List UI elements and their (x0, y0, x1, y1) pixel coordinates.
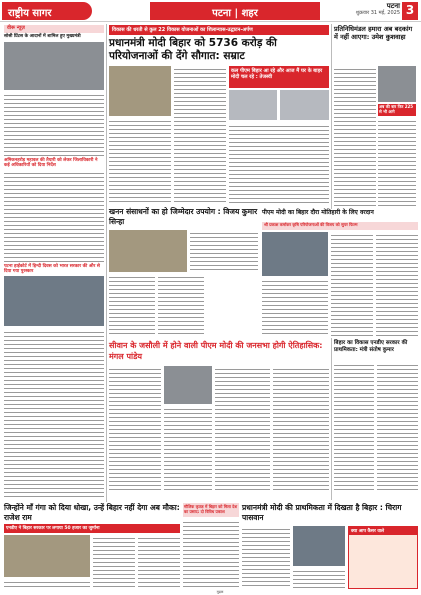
lead-sub-photo-1 (229, 90, 277, 120)
newspaper-logo: राष्ट्रीय सागर (2, 2, 92, 20)
modi-story-body-2 (376, 232, 418, 336)
left-story2-headline: अमिकनहरोड़ महावल की तैयारी को लेकर जिलाधिकारी ने कई अधिकारियों को दिया निर्देश (4, 158, 98, 168)
modi-story-headline: पीएम मोदी का बिहार दौरा मोतिहारी के लिए वरदान (262, 209, 374, 216)
lead-subhead: कल पीएम बिहार आ रहे और आज मैं घर के बाहर मोदी चल रहे : तेजस्वी (229, 66, 329, 88)
left-story3-photo (4, 276, 104, 326)
bottom-right-body-1 (242, 526, 290, 589)
top-right-photo (378, 66, 416, 102)
bottom-left-body-3 (4, 579, 90, 589)
bottom-left-body-2 (138, 535, 180, 589)
bottom-left-photo (4, 535, 90, 577)
modi-story-photo (262, 232, 328, 276)
left-story3-headline: पटना हाईकोर्ट में हिन्दी दिवस को भारत सरकार की और से दिया गया पुरस्कार (4, 264, 100, 274)
top-right-body-1 (334, 66, 376, 206)
siwan-story-photo (164, 366, 212, 404)
lead-sub-body (229, 123, 329, 203)
left-story1-photo (4, 42, 104, 90)
nda-story-body-2 (377, 362, 418, 490)
lead-kicker: विकास की धरती से कुल 22 विकास योजनाओं का शिलान्यास-उद्घाटन-अर्पण (109, 25, 329, 35)
siwan-story-body-3 (215, 366, 270, 490)
lead-headline: प्रधानमंत्री मोदी बिहार को 5736 करोड़ की परियोजनाओं की देंगे सौगात: सम्राट (109, 37, 277, 62)
mid-story-body-2 (158, 274, 204, 336)
siwan-story-headline: सीवान के जसौली में होने वाली पीएम मोदी की जनसभा होगी ऐतिहासिक: मंगल पांडेय (109, 341, 323, 361)
modi-story-body-1 (331, 232, 373, 336)
bottom-right-headline: प्रधानमंत्री मोदी की प्राथमिकता में दिखता है बिहार : चिराग पासवान (242, 503, 402, 522)
left-story3-body (4, 329, 104, 499)
modi-story-body-3 (262, 278, 328, 336)
mid-story-photo (109, 230, 187, 272)
bottom-left-headline: जिन्होंने माँ गंगा को दिया धोखा, उन्हें बिहार नहीं देगा अब मौका: राजेश राम (4, 503, 180, 522)
left-story1-headline: सोसी प्रिंटस के आदानों में शामिल हुए मुख्यमंत्री (4, 34, 81, 39)
siwan-story-body-1 (109, 366, 161, 490)
bottom-center-body (183, 519, 239, 589)
bottom-right-body-2 (293, 568, 345, 589)
ad-label: क्या आप कैंसर वाले (349, 527, 417, 535)
modi-story-caption: श्री प्रकाश कर्माकर कृषि परियोजनाओं की विजय को सुपर फिल्म (262, 222, 418, 230)
column-divider (331, 338, 332, 500)
date-block (340, 3, 400, 17)
city-label: पटना (386, 2, 400, 10)
column-divider (331, 24, 332, 209)
bottom-right-photo (293, 526, 345, 566)
page-number: 3 (402, 2, 418, 20)
left-story2-body (4, 170, 104, 262)
siwan-story-body-2 (164, 406, 212, 490)
nda-story-body-1 (334, 362, 374, 490)
top-right-box-label: अब की बार फिर 225 से भी आगे (378, 104, 416, 116)
footer-imprint: मुद्रक (216, 590, 224, 594)
mid-story-body-3 (190, 230, 258, 272)
lead-photo (109, 66, 171, 116)
lead-body-col1 (109, 118, 171, 203)
page-section-title: पटना | शहर (150, 2, 320, 20)
lead-sub-photo-2 (280, 90, 329, 120)
left-story1-body (4, 92, 104, 156)
column-divider (106, 24, 107, 502)
bottom-right-ad (348, 526, 418, 589)
mid-story-headline: खनन संसाधनों का हो जिम्मेदार उपयोग : विजय कुमार सिन्हा (109, 207, 258, 226)
left-column-tag: वीरू न्यूज़ (4, 25, 104, 33)
siwan-story-body-4 (273, 366, 329, 490)
mid-story-body-1 (109, 274, 155, 336)
date-line: शुक्रवार 31 मई, 2025 (355, 10, 400, 16)
lead-body-col2 (174, 66, 226, 203)
bottom-center-note: मौलिक कृतज्ञ में बिहार को मिला देश का प्रसाद: दो विविध प्रकाश (183, 503, 239, 517)
top-right-headline: प्रतिनिधिमंडल हमारा अब बदकांग में नहीं आएगा: उमेश कुशवाहा (334, 25, 413, 41)
bottom-left-body-1 (93, 535, 135, 589)
nda-story-headline: बिहार का विकास एनडीए सरकार की प्राथमिकता: मंत्री संतोष कुमार (334, 340, 408, 353)
top-right-body-2 (378, 118, 416, 206)
bottom-left-subhead: एनडीए ने बिहार सरकार पर लगाया 50 हजार का जुर्माना (4, 524, 180, 533)
